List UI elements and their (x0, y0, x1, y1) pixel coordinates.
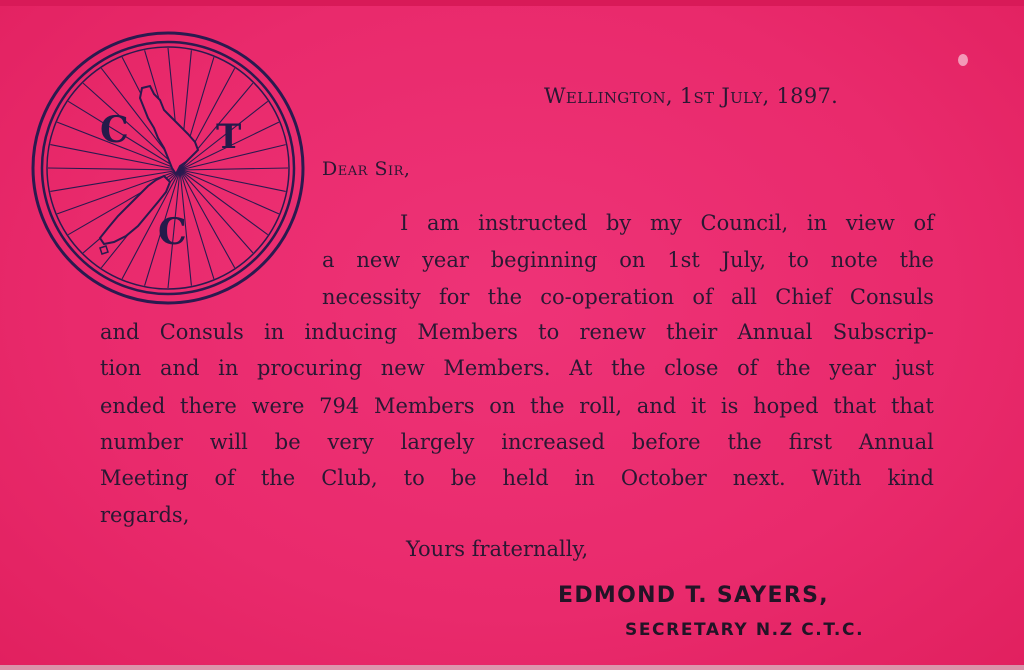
word: there (180, 394, 237, 418)
word: renew (579, 320, 646, 344)
word: beginning (490, 248, 598, 272)
word: the (530, 394, 565, 418)
word: At (569, 356, 593, 380)
word: new (356, 248, 401, 272)
word: before (631, 430, 701, 454)
word: procuring (257, 356, 363, 380)
body-line (100, 503, 934, 527)
body-line (100, 394, 934, 418)
word: Members. (443, 356, 551, 380)
word: the (727, 430, 762, 454)
word: of (913, 211, 934, 235)
word: I (400, 211, 409, 235)
body-line (100, 466, 934, 490)
word: number (100, 430, 183, 454)
word: in (218, 356, 239, 380)
emblem-letter-t: T (216, 117, 242, 157)
signatory-name: EDMOND T. SAYERS, (558, 583, 829, 608)
word: were (251, 394, 305, 418)
word: inducing (304, 320, 398, 344)
word: With (811, 466, 862, 490)
word: year (829, 356, 877, 380)
word: Members (417, 320, 518, 344)
word: largely (400, 430, 475, 454)
body-line (100, 430, 934, 454)
word: their (666, 320, 718, 344)
word: to (403, 466, 425, 490)
word: co-operation (540, 285, 675, 309)
word: and (159, 356, 200, 380)
wheel-spoke (48, 168, 180, 170)
word: Consuls (159, 320, 244, 344)
bottom-edge (0, 665, 1024, 670)
word: October (620, 466, 707, 490)
greeting: Dear Sir, (322, 158, 411, 180)
word: to (538, 320, 560, 344)
word: will (209, 430, 248, 454)
word: it (690, 394, 707, 418)
word: is (720, 394, 739, 418)
emblem-letter-c-left: C (100, 109, 129, 151)
word: for (438, 285, 470, 309)
word: Members (373, 394, 475, 418)
word: Consuls (849, 285, 934, 309)
word: held (502, 466, 549, 490)
word: Meeting (100, 466, 189, 490)
paper-blemish (958, 54, 968, 66)
word: to (787, 248, 809, 272)
dateline: Wellington, 1st July, 1897. (544, 84, 839, 108)
body-line (100, 320, 934, 344)
word: just (894, 356, 934, 380)
word: Subscrip- (832, 320, 934, 344)
word: kind (887, 466, 934, 490)
closing: Yours fraternally, (406, 537, 589, 561)
body-line (322, 285, 934, 309)
body-line-text: regards, (100, 503, 190, 527)
word: of (214, 466, 235, 490)
word: a (322, 248, 335, 272)
word: the (487, 285, 523, 309)
word: next. (732, 466, 786, 490)
word: first (788, 430, 833, 454)
word: very (327, 430, 374, 454)
wheel-spoke (180, 170, 268, 235)
word: tion (100, 356, 142, 380)
word: the (899, 248, 934, 272)
word: my (650, 211, 682, 235)
body-line (100, 356, 934, 380)
wheel-spoke (180, 170, 279, 214)
word: all (731, 285, 757, 309)
word: by (605, 211, 632, 235)
word: the (611, 356, 646, 380)
word: view (845, 211, 895, 235)
word: the (260, 466, 296, 490)
body-line (400, 211, 934, 235)
word: instructed (478, 211, 588, 235)
word: and (636, 394, 677, 418)
word: ended (100, 394, 166, 418)
word: 794 (319, 394, 360, 418)
word: of (737, 356, 758, 380)
word: Club, (321, 466, 378, 490)
word: that (890, 394, 934, 418)
emblem-letter-c-bottom: C (158, 211, 187, 253)
word: in (806, 211, 828, 235)
word: Annual (858, 430, 934, 454)
word: be (274, 430, 301, 454)
signatory-title: SECRETARY N.Z C.T.C. (625, 620, 865, 640)
word: hoped (753, 394, 819, 418)
word: close (664, 356, 719, 380)
word: year (422, 248, 469, 272)
word: July, (721, 248, 767, 272)
word: 1st (667, 248, 700, 272)
word: in (574, 466, 595, 490)
word: that (833, 394, 877, 418)
word: necessity (322, 285, 421, 309)
word: new (380, 356, 425, 380)
word: on (489, 394, 516, 418)
word: am (427, 211, 460, 235)
word: Chief (775, 285, 832, 309)
word: and (100, 320, 140, 344)
word: of (692, 285, 713, 309)
word: Annual (737, 320, 813, 344)
word: note (830, 248, 878, 272)
top-edge (0, 0, 1024, 6)
body-line (322, 248, 934, 272)
word: on (619, 248, 646, 272)
word: be (450, 466, 477, 490)
wheel-spoke (180, 168, 288, 170)
ctc-wheel-emblem (30, 30, 306, 306)
word: the (776, 356, 811, 380)
word: in (264, 320, 285, 344)
word: increased (501, 430, 605, 454)
word: Council, (700, 211, 789, 235)
word: roll, (579, 394, 623, 418)
